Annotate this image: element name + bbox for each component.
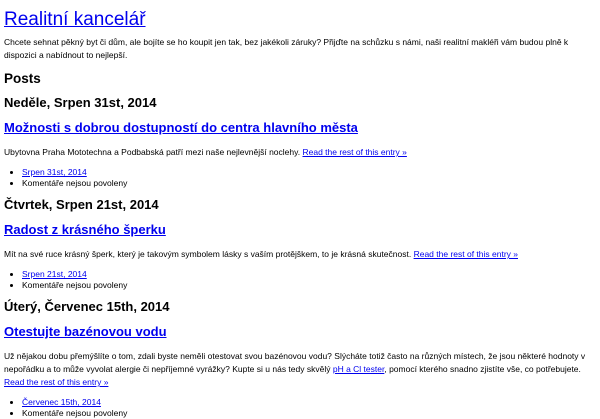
post-date-link[interactable]: Červenec 15th, 2014 [22,397,101,407]
ph-cl-tester-link[interactable]: pH a Cl tester [332,364,385,374]
post-day-heading: Úterý, Červenec 15th, 2014 [4,299,170,314]
post-title-link[interactable]: Radost z krásného šperku [4,222,166,237]
post-excerpt-text: , pomocí kterého snadno zjistíte vše, co potřebujete. [384,364,581,374]
post-excerpt [4,248,596,261]
post-entry [4,93,596,189]
read-more-link[interactable]: Read the rest of this entry » [413,249,518,259]
post-meta-date [22,167,596,178]
post-excerpt-text: Už nějakou dobu přemýšlíte o tom, zdali byste neměli otestovat svou bazénovou vodu? Slýcháte totiž často na různých místech, že jsou některé hodnoty v nepořádku a to může vyvolat alergie či nepříjemné vyrážky? Kupte si u nás tedy skvělý [4,351,586,374]
post-title [4,118,596,138]
post-day-heading: Čtvrtek, Srpen 21st, 2014 [4,197,159,212]
post-meta-date [22,269,596,280]
post-title-link[interactable]: Otestujte bazénovou vodu [4,324,167,339]
post-excerpt [4,146,596,159]
post-excerpt-text: Mít na své ruce krásný šperk, který je takovým symbolem lásky s vaším protějškem, to je krásná skutečnost. [4,249,412,259]
post-excerpt [4,350,596,389]
site-tagline: Chcete sehnat pěkný byt či dům, ale bojíte se ho koupit jen tak, bez jakékoli záruky? Přijďte na schůzku s námi, naši realitní makléři vám budou plně k dispozici a nabídnout to nejlepší. [4,37,569,60]
post-meta [4,167,596,189]
post-meta [4,397,596,419]
post-excerpt-text: Ubytovna Praha Mototechna a Podbabská patří mezi naše nejlevnější noclehy. [4,147,301,157]
post-date-link[interactable]: Srpen 31st, 2014 [22,167,87,177]
post-title-link[interactable]: Možnosti s dobrou dostupností do centra hlavního města [4,120,358,135]
read-more-link[interactable]: Read the rest of this entry » [4,377,109,387]
post-title [4,322,596,342]
post-meta-comments: • Komentáře nejsou povoleny [22,408,596,419]
post-meta-comments: • Komentáře nejsou povoleny [22,280,596,291]
site-title-link[interactable]: Realitní kancelář [4,9,146,30]
post-entry [4,297,596,419]
post-meta [4,269,596,291]
post-title [4,220,596,240]
post-entry [4,195,596,291]
post-day-heading: Neděle, Srpen 31st, 2014 [4,95,157,110]
posts-heading: Posts [4,71,41,86]
read-more-link[interactable]: Read the rest of this entry » [302,147,407,157]
post-date-link[interactable]: Srpen 21st, 2014 [22,269,87,279]
post-meta-comments: • Komentáře nejsou povoleny [22,178,596,189]
site-title [4,0,596,32]
post-meta-date [22,397,596,408]
